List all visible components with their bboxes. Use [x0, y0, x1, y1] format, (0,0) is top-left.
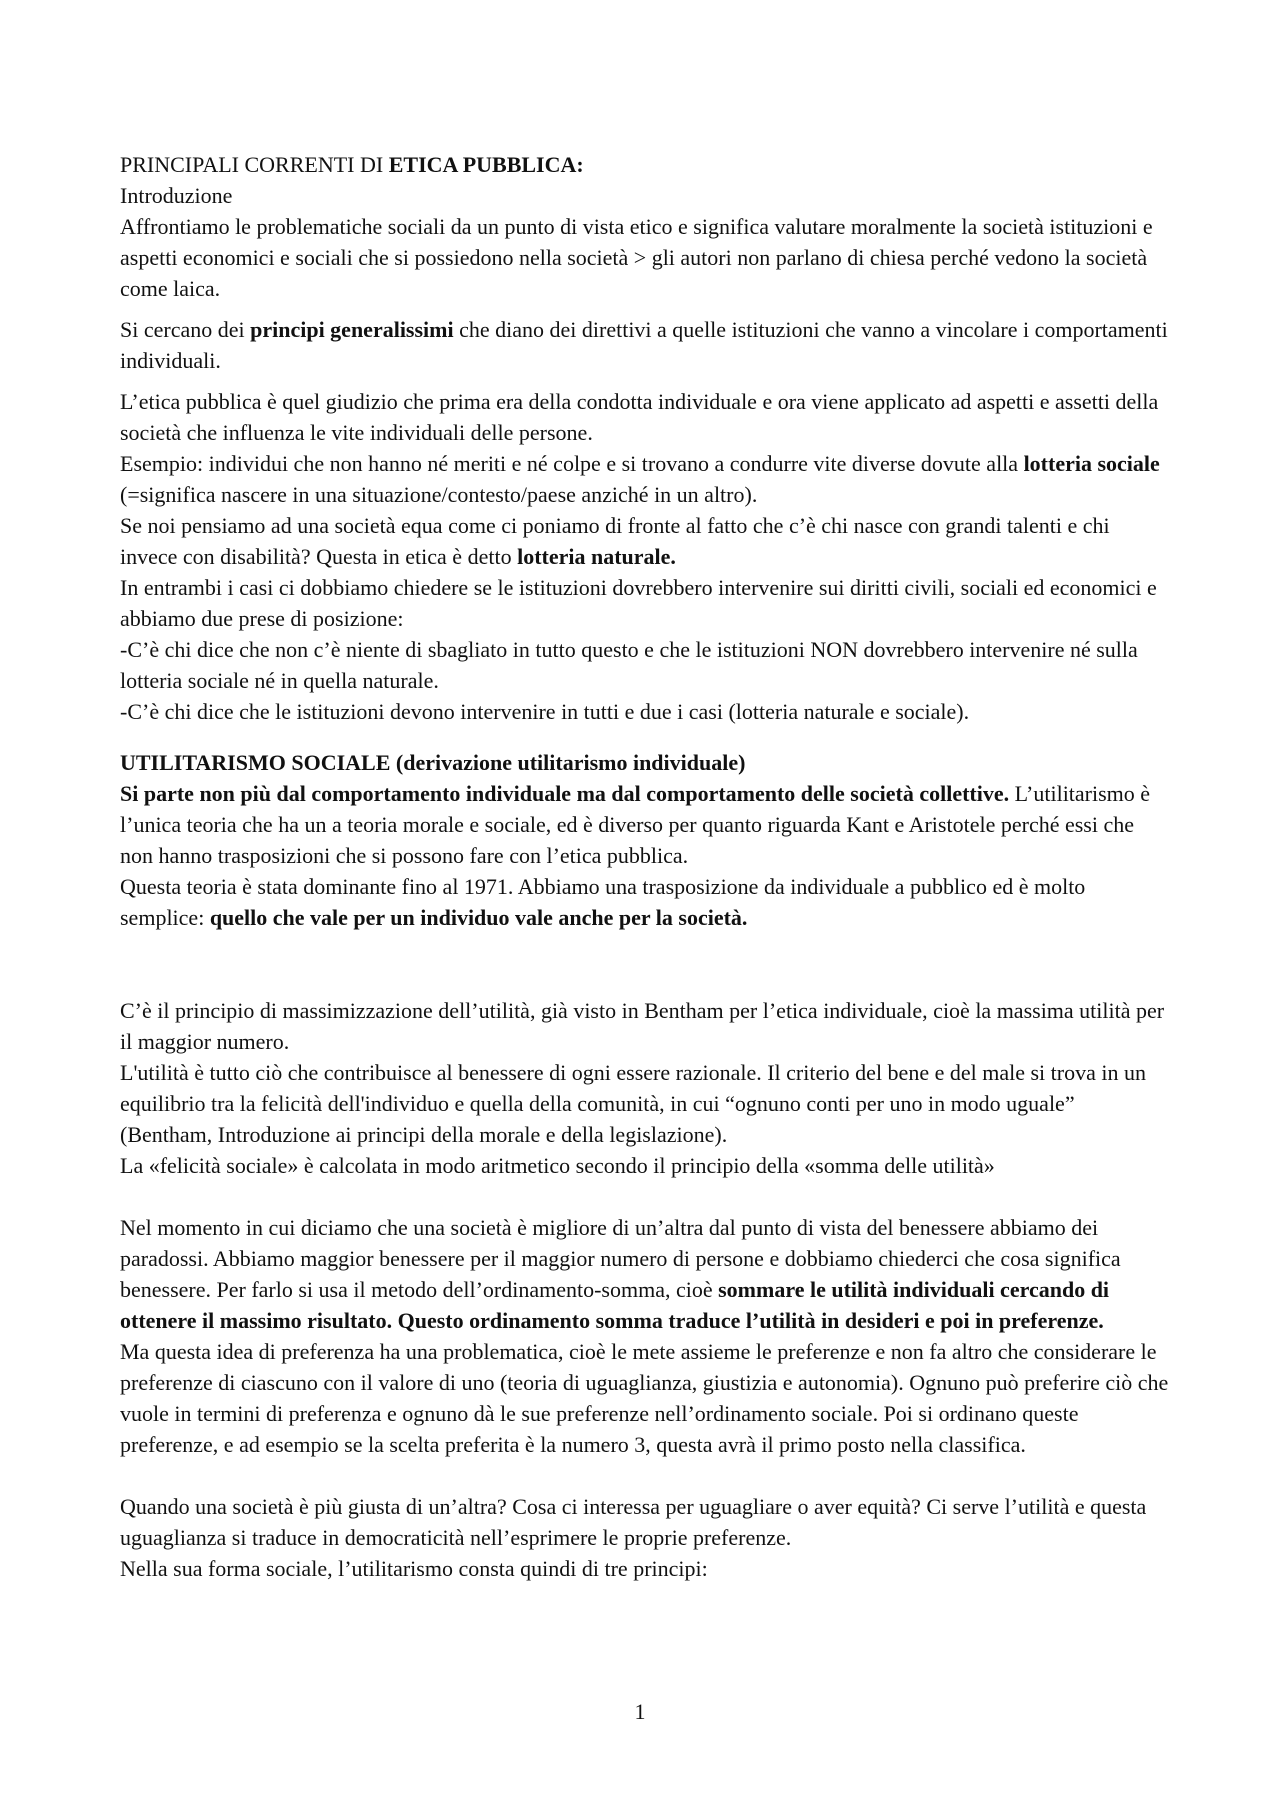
paragraph-principles: Si cercano dei principi generalissimi che diano dei direttivi a quelle istituzioni che vanno a vincolare i comportamenti individuali. — [120, 317, 1168, 373]
paragraph-natural-lottery: Se noi pensiamo ad una società equa come ci poniamo di fronte al fatto che c’è chi nasce con grandi talenti e chi invece con disabilità? Questa in etica è detto lotteria naturale. — [120, 513, 1110, 569]
paragraph-social-lottery: Esempio: individui che non hanno né meriti e né colpe e si trovano a condurre vite diverse dovute alla lotteria sociale (=significa nascere in una situazione/contesto/paese anziché in un altro). — [120, 451, 1160, 507]
document-title: PRINCIPALI CORRENTI DI ETICA PUBBLICA: — [120, 152, 584, 177]
paragraph-intro: Affrontiamo le problematiche sociali da un punto di vista etico e significa valutare moralmente la società istituzioni e aspetti economici e sociali che si possiedono nella società > gli autori non parlano di chiesa perché vedono la società come laica. — [120, 214, 1153, 301]
paragraph-social-happiness: La «felicità sociale» è calcolata in modo aritmetico secondo il principio della «somma delle utilità» — [120, 1153, 995, 1178]
paragraph-utility-definition: L'utilità è tutto ciò che contribuisce al benessere di ogni essere razionale. Il criterio del bene e del male si trova in un equilibrio tra la felicità dell'individuo e quella della comunità, in cui “ognuno conti per uno in modo uguale” (Bentham, Introduzione ai principi della morale e della legislazione). — [120, 1060, 1146, 1147]
list-item-position-1: -C’è chi dice che non c’è niente di sbagliato in tutto questo e che le istituzioni NON dovrebbero intervenire né sulla lotteria sociale né in quella naturale. — [120, 637, 1138, 693]
paragraph-three-principles: Nella sua forma sociale, l’utilitarismo consta quindi di tre principi: — [120, 1556, 708, 1581]
paragraph-two-positions: In entrambi i casi ci dobbiamo chiedere se le istituzioni dovrebbero intervenire sui diritti civili, sociali ed economici e abbiamo due prese di posizione: — [120, 575, 1157, 631]
paragraph-public-ethics: L’etica pubblica è quel giudizio che prima era della condotta individuale e ora viene applicato ad aspetti e assetti della società che influenza le vite individuali delle persone. — [120, 389, 1159, 445]
page-number: 1 — [634, 1699, 646, 1724]
list-item-position-2: -C’è chi dice che le istituzioni devono intervenire in tutti e due i casi (lotteria naturale e sociale). — [120, 699, 970, 724]
paragraph-maximization: C’è il principio di massimizzazione dell’utilità, già visto in Bentham per l’etica individuale, cioè la massima utilità per il maggior numero. — [120, 998, 1165, 1054]
document-body — [120, 149, 1170, 1584]
paragraph-paradoxes: Nel momento in cui diciamo che una società è migliore di un’altra dal punto di vista del benessere abbiamo dei paradossi. Abbiamo maggior benessere per il maggior numero di persone e dobbiamo chiederci che cosa significa benessere. Per farlo si usa il metodo dell’ordinamento-somma, cioè sommare le utilità individuali cercando di ottenere il massimo risultato. Questo ordinamento somma traduce l’utilità in desideri e poi in preferenze. — [120, 1215, 1121, 1333]
section-title: UTILITARISMO SOCIALE (derivazione utilitarismo individuale) — [120, 750, 746, 775]
paragraph-dominant-theory: Questa teoria è stata dominante fino al 1971. Abbiamo una trasposizione da individuale a pubblico ed è molto semplice: quello che vale per un individuo vale anche per la società. — [120, 874, 1086, 930]
paragraph-preferences: Ma questa idea di preferenza ha una problematica, cioè le mete assieme le preferenze e non fa altro che considerare le preferenze di ciascuno con il valore di uno (teoria di uguaglianza, giustizia e autonomia). Ognuno può preferire ciò che vuole in termini di preferenza e ognuno dà le sue preferenze nell’ordinamento sociale. Poi si ordinano queste preferenze, e ad esempio se la scelta preferita è la numero 3, questa avrà il primo posto nella classifica. — [120, 1339, 1169, 1457]
intro-heading: Introduzione — [120, 183, 233, 208]
paragraph-utilitarism: Si parte non più dal comportamento individuale ma dal comportamento delle società collettive. L’utilitarismo è l’unica teoria che ha un a teoria morale e sociale, ed è diverso per quanto riguarda Kant e Aristotele perché essi che non hanno trasposizioni che si possono fare con l’etica pubblica. — [120, 781, 1151, 868]
paragraph-justice: Quando una società è più giusta di un’altra? Cosa ci interessa per uguagliare o aver equità? Ci serve l’utilità e questa uguaglianza si traduce in democraticità nell’esprimere le proprie preferenze. — [120, 1494, 1147, 1550]
